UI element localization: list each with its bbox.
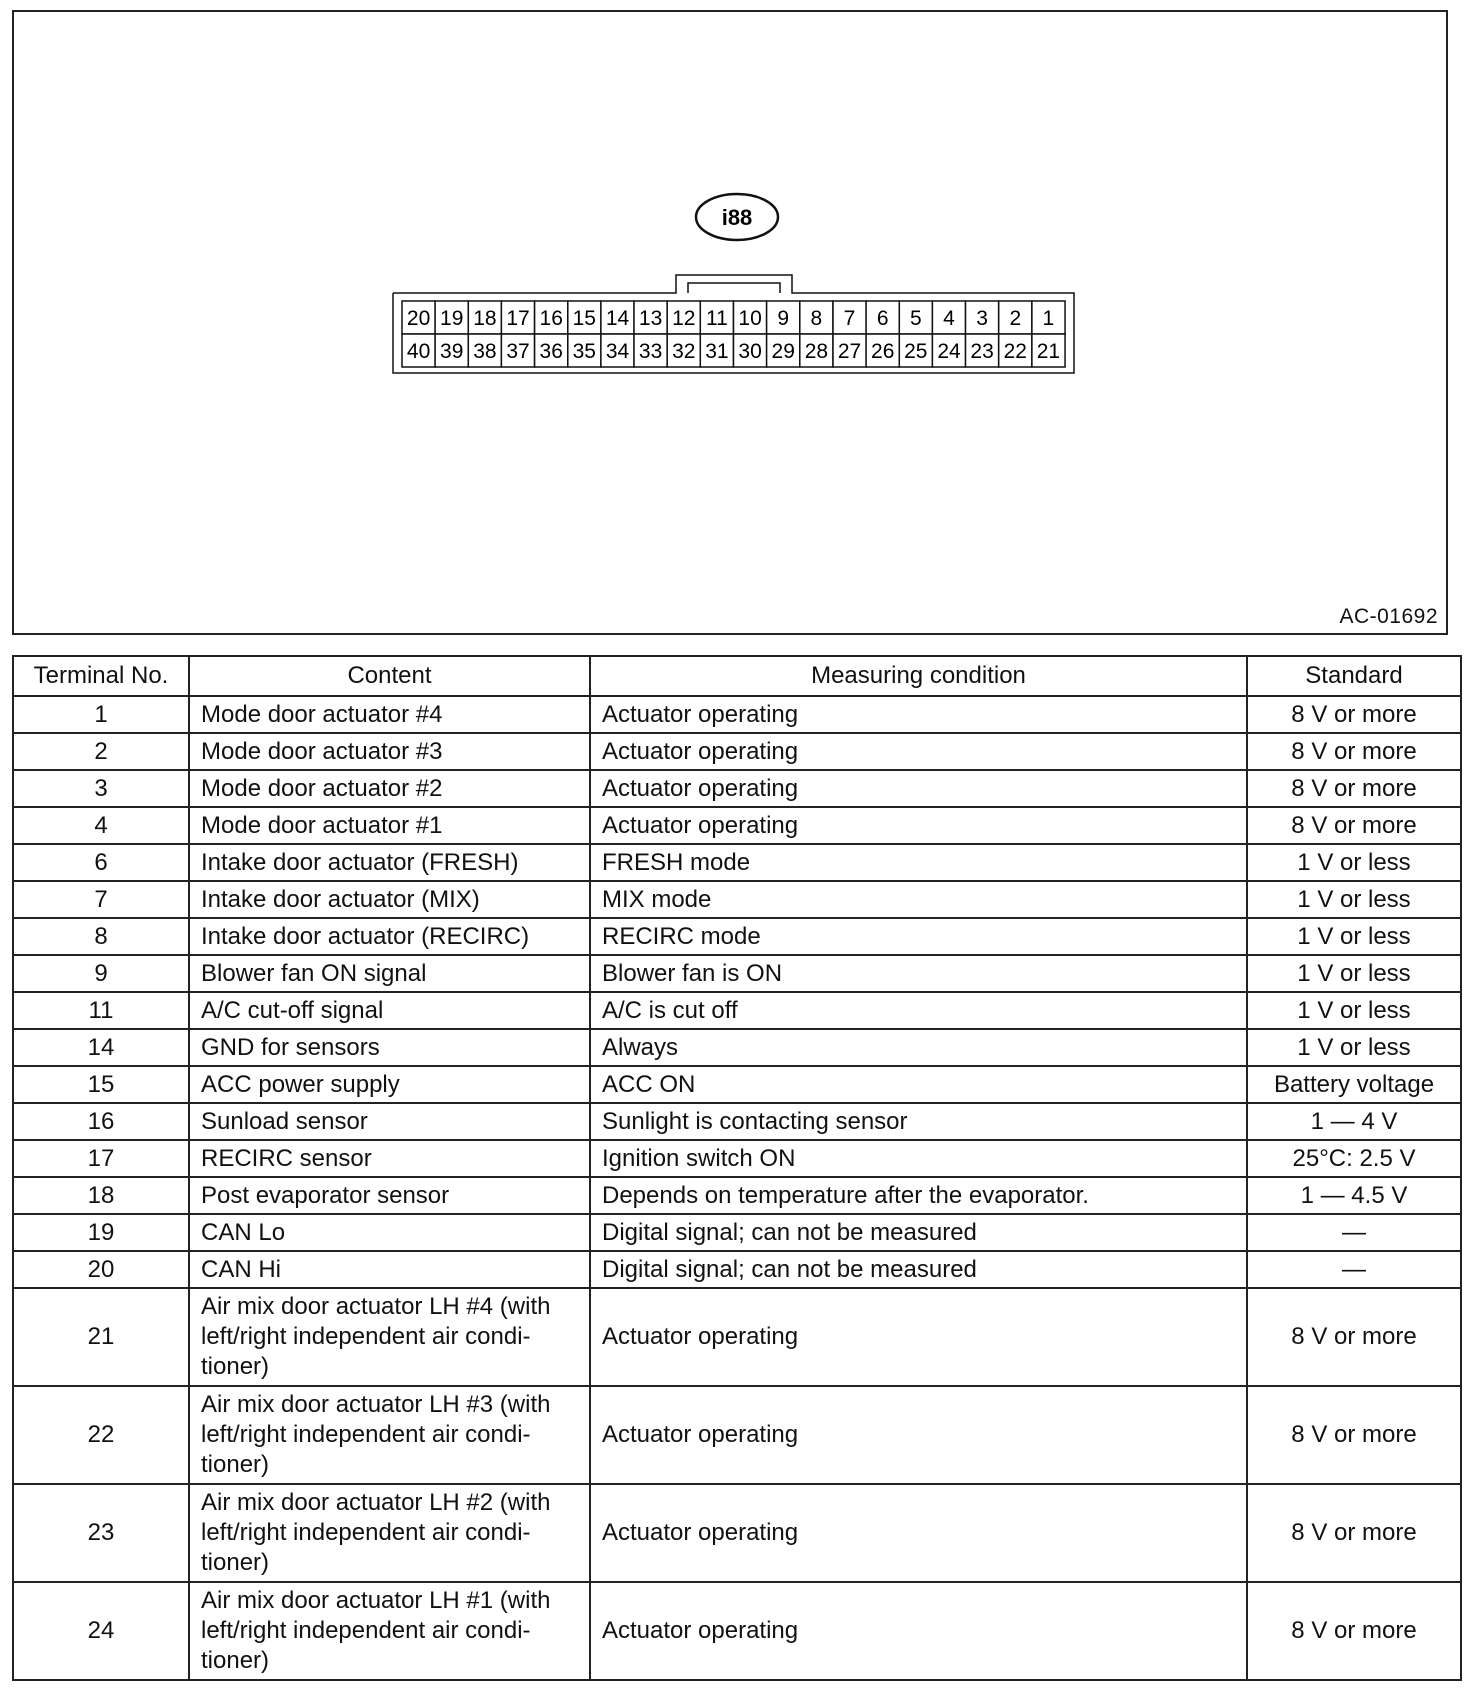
terminal-no-cell: 20	[13, 1251, 189, 1288]
content-cell: CAN Hi	[189, 1251, 590, 1288]
pin-number: 10	[738, 307, 762, 330]
connector-latch	[688, 283, 780, 293]
terminal-no-cell: 23	[13, 1484, 189, 1582]
measuring-condition-cell: Blower fan is ON	[590, 955, 1247, 992]
pin-number: 13	[638, 307, 663, 330]
table-header-row	[13, 656, 1461, 696]
pin-number: 40	[406, 340, 431, 363]
measuring-condition-cell: Actuator operating	[590, 807, 1247, 844]
pin-number: 32	[672, 340, 696, 363]
standard-cell: 1 V or less	[1247, 955, 1461, 992]
standard-cell: 8 V or more	[1247, 770, 1461, 807]
pin-number: 16	[539, 307, 563, 330]
measuring-condition-cell: RECIRC mode	[590, 918, 1247, 955]
terminal-no-cell: 21	[13, 1288, 189, 1386]
terminal-no-cell: 19	[13, 1214, 189, 1251]
pin-number: 23	[970, 340, 994, 363]
pin-number: 12	[672, 307, 696, 330]
content-cell: Air mix door actuator LH #1 (with left/right independent air condi-tioner)	[189, 1582, 590, 1680]
terminal-spec-table	[12, 655, 1462, 1681]
measuring-condition-cell: Actuator operating	[590, 1288, 1247, 1386]
content-cell: GND for sensors	[189, 1029, 590, 1066]
pin-number: 9	[777, 307, 790, 330]
table-row	[13, 1177, 1461, 1214]
measuring-condition-cell: Depends on temperature after the evaporator.	[590, 1177, 1247, 1214]
pin-number: 1	[1042, 307, 1055, 330]
content-cell: Mode door actuator #2	[189, 770, 590, 807]
table-row	[13, 881, 1461, 918]
terminal-no-cell: 15	[13, 1066, 189, 1103]
measuring-condition-cell: MIX mode	[590, 881, 1247, 918]
measuring-condition-cell: Actuator operating	[590, 1386, 1247, 1484]
pin-number: 29	[771, 340, 795, 363]
standard-cell: 1 — 4.5 V	[1247, 1177, 1461, 1214]
content-cell: RECIRC sensor	[189, 1140, 590, 1177]
standard-cell: —	[1247, 1214, 1461, 1251]
pin-number: 27	[837, 340, 862, 363]
content-cell: Mode door actuator #3	[189, 733, 590, 770]
table-row	[13, 770, 1461, 807]
table-row	[13, 918, 1461, 955]
content-cell: ACC power supply	[189, 1066, 590, 1103]
standard-cell: 8 V or more	[1247, 1582, 1461, 1680]
standard-cell: 1 V or less	[1247, 844, 1461, 881]
table-row	[13, 1029, 1461, 1066]
terminal-no-cell: 17	[13, 1140, 189, 1177]
pin-number: 4	[943, 307, 955, 330]
header-standard: Standard	[1247, 656, 1461, 696]
standard-cell: 1 V or less	[1247, 881, 1461, 918]
content-cell: Mode door actuator #4	[189, 696, 590, 733]
pin-number: 35	[572, 340, 596, 363]
table-row	[13, 1066, 1461, 1103]
pin-number: 7	[843, 307, 856, 330]
terminal-no-cell: 8	[13, 918, 189, 955]
connector-label: i88	[721, 205, 753, 230]
measuring-condition-cell: Always	[590, 1029, 1247, 1066]
content-cell: Mode door actuator #1	[189, 807, 590, 844]
pin-number: 2	[1009, 307, 1022, 330]
table-row	[13, 1582, 1461, 1680]
measuring-condition-cell: Actuator operating	[590, 1484, 1247, 1582]
content-cell: Intake door actuator (RECIRC)	[189, 918, 590, 955]
content-cell: Air mix door actuator LH #2 (with left/right independent air condi-tioner)	[189, 1484, 590, 1582]
measuring-condition-cell: Sunlight is contacting sensor	[590, 1103, 1247, 1140]
pin-number: 18	[473, 307, 497, 330]
pin-number: 38	[473, 340, 497, 363]
content-cell: Blower fan ON signal	[189, 955, 590, 992]
measuring-condition-cell: Actuator operating	[590, 1582, 1247, 1680]
pin-number: 33	[638, 340, 663, 363]
pin-number: 39	[440, 340, 464, 363]
table-row	[13, 1140, 1461, 1177]
connector-figure	[12, 10, 1448, 635]
content-cell: Post evaporator sensor	[189, 1177, 590, 1214]
pin-number: 3	[976, 307, 988, 330]
standard-cell: Battery voltage	[1247, 1066, 1461, 1103]
terminal-no-cell: 14	[13, 1029, 189, 1066]
pin-number: 8	[810, 307, 823, 330]
pin-number: 15	[572, 307, 596, 330]
pin-number: 24	[937, 340, 961, 363]
content-cell: A/C cut-off signal	[189, 992, 590, 1029]
table-row	[13, 1251, 1461, 1288]
standard-cell: 8 V or more	[1247, 807, 1461, 844]
terminal-no-cell: 3	[13, 770, 189, 807]
terminal-no-cell: 7	[13, 881, 189, 918]
table-row	[13, 1484, 1461, 1582]
terminal-no-cell: 1	[13, 696, 189, 733]
pin-number: 21	[1036, 340, 1061, 363]
table-row	[13, 1214, 1461, 1251]
measuring-condition-cell: Ignition switch ON	[590, 1140, 1247, 1177]
pin-number: 11	[705, 307, 728, 330]
terminal-no-cell: 9	[13, 955, 189, 992]
standard-cell: 8 V or more	[1247, 696, 1461, 733]
measuring-condition-cell: Actuator operating	[590, 770, 1247, 807]
standard-cell: 8 V or more	[1247, 1484, 1461, 1582]
terminal-no-cell: 11	[13, 992, 189, 1029]
pin-number: 19	[440, 307, 464, 330]
header-content: Content	[189, 656, 590, 696]
standard-cell: —	[1247, 1251, 1461, 1288]
pin-number: 36	[539, 340, 563, 363]
pin-number: 26	[871, 340, 895, 363]
table-row	[13, 844, 1461, 881]
terminal-no-cell: 6	[13, 844, 189, 881]
header-measuring-condition: Measuring condition	[590, 656, 1247, 696]
measuring-condition-cell: ACC ON	[590, 1066, 1247, 1103]
pin-number: 28	[804, 340, 829, 363]
pin-number: 25	[904, 340, 928, 363]
pin-number: 5	[909, 307, 922, 330]
measuring-condition-cell: Actuator operating	[590, 733, 1247, 770]
content-cell: CAN Lo	[189, 1214, 590, 1251]
table-row	[13, 733, 1461, 770]
standard-cell: 8 V or more	[1247, 733, 1461, 770]
figure-code: AC-01692	[1339, 605, 1438, 628]
content-cell: Intake door actuator (MIX)	[189, 881, 590, 918]
pin-number: 37	[506, 340, 530, 363]
connector-diagram	[14, 12, 1446, 633]
pin-number: 6	[876, 307, 889, 330]
measuring-condition-cell: A/C is cut off	[590, 992, 1247, 1029]
standard-cell: 8 V or more	[1247, 1386, 1461, 1484]
standard-cell: 1 — 4 V	[1247, 1103, 1461, 1140]
standard-cell: 8 V or more	[1247, 1288, 1461, 1386]
standard-cell: 1 V or less	[1247, 992, 1461, 1029]
pin-number: 20	[406, 307, 431, 330]
content-cell: Intake door actuator (FRESH)	[189, 844, 590, 881]
header-terminal-no: Terminal No.	[13, 656, 189, 696]
pin-number: 34	[605, 340, 630, 363]
table-row	[13, 696, 1461, 733]
terminal-no-cell: 24	[13, 1582, 189, 1680]
content-cell: Sunload sensor	[189, 1103, 590, 1140]
content-cell: Air mix door actuator LH #4 (with left/right independent air condi-tioner)	[189, 1288, 590, 1386]
standard-cell: 1 V or less	[1247, 1029, 1461, 1066]
measuring-condition-cell: Digital signal; can not be measured	[590, 1251, 1247, 1288]
table-row	[13, 955, 1461, 992]
pin-number: 22	[1003, 340, 1027, 363]
measuring-condition-cell: FRESH mode	[590, 844, 1247, 881]
terminal-no-cell: 18	[13, 1177, 189, 1214]
pin-number: 31	[705, 340, 729, 363]
standard-cell: 1 V or less	[1247, 918, 1461, 955]
content-cell: Air mix door actuator LH #3 (with left/right independent air condi-tioner)	[189, 1386, 590, 1484]
measuring-condition-cell: Actuator operating	[590, 696, 1247, 733]
standard-cell: 25°C: 2.5 V	[1247, 1140, 1461, 1177]
terminal-no-cell: 16	[13, 1103, 189, 1140]
table-row	[13, 1386, 1461, 1484]
terminal-no-cell: 22	[13, 1386, 189, 1484]
pin-number: 30	[738, 340, 762, 363]
terminal-no-cell: 2	[13, 733, 189, 770]
pin-number: 17	[506, 307, 530, 330]
table-row	[13, 1103, 1461, 1140]
table-row	[13, 992, 1461, 1029]
measuring-condition-cell: Digital signal; can not be measured	[590, 1214, 1247, 1251]
pin-grid	[402, 301, 1065, 367]
table-row	[13, 1288, 1461, 1386]
terminal-no-cell: 4	[13, 807, 189, 844]
table-row	[13, 807, 1461, 844]
pin-number: 14	[605, 307, 630, 330]
